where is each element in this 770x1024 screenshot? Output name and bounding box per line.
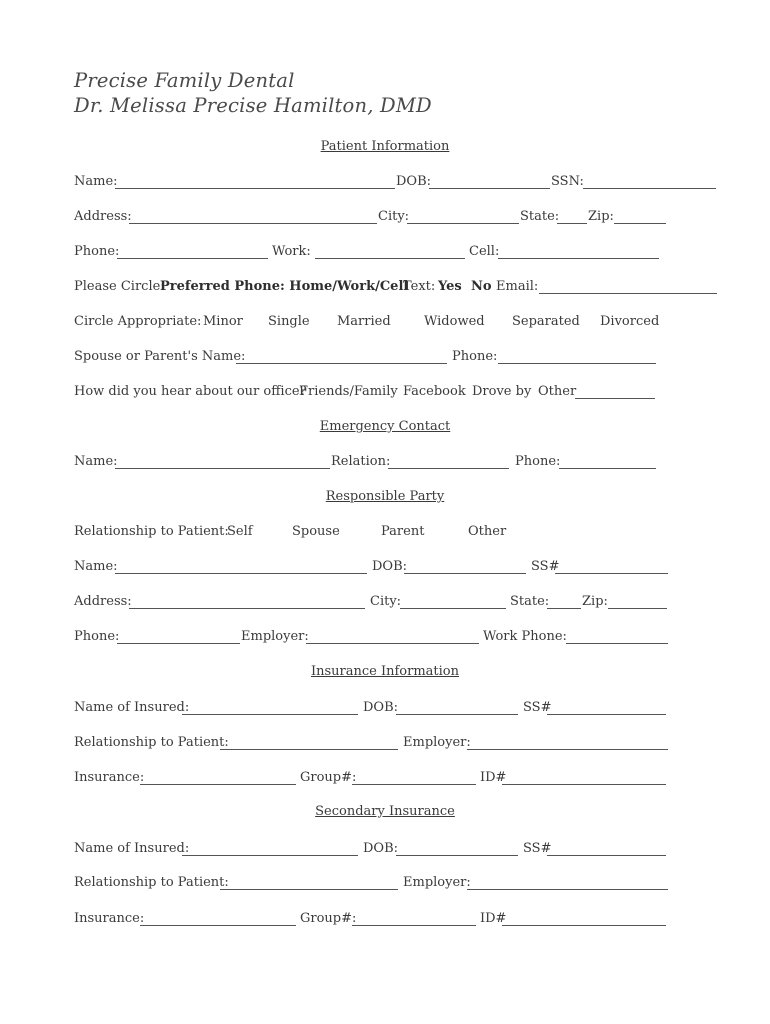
secondary-dob-label: DOB: [363,841,399,856]
row-emergency [0,452,770,472]
insured-employer-field[interactable] [467,749,668,750]
responsible-dob-field[interactable] [404,573,526,574]
email-field[interactable] [539,293,717,294]
circle-appropriate-label: Circle Appropriate: [74,314,202,329]
responsible-zip-label: Zip: [582,594,608,609]
referral-option-other[interactable]: Other [538,384,577,399]
row-insured-name [0,698,770,718]
row-referral [0,382,770,402]
secondary-group-field[interactable] [352,925,476,926]
responsible-address-field[interactable] [129,608,365,609]
section-heading-emergency: Emergency Contact [319,419,451,434]
responsible-work-phone-label: Work Phone: [483,629,567,644]
marital-option-single[interactable]: Single [268,314,310,329]
phone-label: Phone: [74,244,120,259]
marital-option-minor[interactable]: Minor [203,314,243,329]
responsible-ss-field[interactable] [555,573,668,574]
marital-option-widowed[interactable]: Widowed [424,314,485,329]
emergency-name-field[interactable] [115,468,330,469]
text-no-option[interactable]: No [471,279,492,294]
zip-field[interactable] [614,223,666,224]
email-label: Email: [496,279,539,294]
secondary-employer-label: Employer: [403,875,471,890]
insured-relationship-field[interactable] [220,749,398,750]
insured-ss-field[interactable] [547,714,666,715]
secondary-id-label: ID# [480,911,507,926]
row-preferences [0,277,770,297]
responsible-relationship-label: Relationship to Patient: [74,524,229,539]
state-field[interactable] [557,223,587,224]
insured-dob-label: DOB: [363,700,399,715]
dob-label: DOB: [396,174,432,189]
row-address [0,207,770,227]
preferred-phone-option[interactable]: Preferred Phone: Home/Work/Cell [160,279,409,294]
cell-field[interactable] [498,258,659,259]
work-label: Work: [272,244,311,259]
secondary-insured-name-label: Name of Insured: [74,841,190,856]
id-label: ID# [480,770,507,785]
row-spouse [0,347,770,367]
ssn-label: SSN: [551,174,584,189]
insurance-label: Insurance: [74,770,145,785]
insured-relationship-label: Relationship to Patient: [74,735,229,750]
responsible-city-field[interactable] [400,608,506,609]
spouse-phone-label: Phone: [452,349,498,364]
doctor-name: Dr. Melissa Precise Hamilton, DMD [74,94,432,117]
row-responsible-phone [0,627,770,647]
insured-employer-label: Employer: [403,735,471,750]
state-label: State: [520,209,560,224]
responsible-phone-label: Phone: [74,629,120,644]
secondary-ss-label: SS# [523,841,552,856]
responsible-ss-label: SS# [531,559,560,574]
section-heading-secondary: Secondary Insurance [315,804,455,819]
row-responsible-relationship [0,522,770,542]
id-field[interactable] [502,784,666,785]
relationship-option-self[interactable]: Self [227,524,253,539]
insured-dob-field[interactable] [396,714,518,715]
marital-option-divorced[interactable]: Divorced [600,314,660,329]
row-phones [0,242,770,262]
responsible-state-field[interactable] [547,608,581,609]
name-label: Name: [74,174,118,189]
group-label: Group#: [300,770,357,785]
cell-label: Cell: [469,244,500,259]
referral-option-facebook[interactable]: Facebook [403,384,466,399]
row-secondary-relationship [0,873,770,893]
referral-other-field[interactable] [575,398,655,399]
insurance-field[interactable] [140,784,296,785]
referral-option-drove-by[interactable]: Drove by [472,384,532,399]
phone-field[interactable] [117,258,268,259]
emergency-phone-field[interactable] [559,468,656,469]
emergency-relation-label: Relation: [331,454,391,469]
secondary-dob-field[interactable] [396,855,518,856]
row-secondary-carrier [0,909,770,929]
text-label: Text: [403,279,436,294]
secondary-relationship-field[interactable] [220,889,398,890]
relationship-option-parent[interactable]: Parent [381,524,425,539]
secondary-employer-field[interactable] [467,889,668,890]
relationship-option-spouse[interactable]: Spouse [292,524,340,539]
row-name-dob-ssn [0,172,770,192]
emergency-name-label: Name: [74,454,118,469]
secondary-id-field[interactable] [502,925,666,926]
insured-name-label: Name of Insured: [74,700,190,715]
relationship-option-other[interactable]: Other [468,524,507,539]
secondary-relationship-label: Relationship to Patient: [74,875,229,890]
section-heading-insurance: Insurance Information [310,664,459,679]
responsible-dob-label: DOB: [372,559,408,574]
ssn-field[interactable] [583,188,716,189]
dob-field[interactable] [429,188,550,189]
spouse-name-label: Spouse or Parent's Name: [74,349,246,364]
marital-option-married[interactable]: Married [337,314,391,329]
secondary-group-label: Group#: [300,911,357,926]
responsible-phone-field[interactable] [117,643,240,644]
secondary-insurance-label: Insurance: [74,911,145,926]
referral-question: How did you hear about our office? [74,384,307,399]
responsible-zip-field[interactable] [608,608,667,609]
emergency-phone-label: Phone: [515,454,561,469]
responsible-state-label: State: [510,594,550,609]
text-yes-option[interactable]: Yes [438,279,462,294]
secondary-insurance-field[interactable] [140,925,296,926]
row-marital-status [0,312,770,332]
work-phone-field[interactable] [315,258,465,259]
secondary-insured-name-field[interactable] [182,855,358,856]
zip-label: Zip: [588,209,614,224]
group-field[interactable] [352,784,476,785]
responsible-city-label: City: [370,594,402,609]
responsible-address-label: Address: [74,594,132,609]
marital-option-separated[interactable]: Separated [512,314,580,329]
referral-option-friends[interactable]: Friends/Family [299,384,398,399]
address-field[interactable] [129,223,377,224]
row-insurance-carrier [0,768,770,788]
spouse-name-field[interactable] [236,363,447,364]
emergency-relation-field[interactable] [388,468,509,469]
insured-name-field[interactable] [182,714,358,715]
spouse-phone-field[interactable] [498,363,656,364]
secondary-ss-field[interactable] [547,855,666,856]
section-heading-responsible: Responsible Party [325,489,445,504]
row-insured-relationship [0,733,770,753]
practice-name: Precise Family Dental [74,69,295,92]
circle-label: Please Circle: [74,279,165,294]
address-label: Address: [74,209,132,224]
section-heading-patient: Patient Information [320,139,450,154]
responsible-employer-field[interactable] [306,643,479,644]
form-header [74,68,432,118]
responsible-name-field[interactable] [115,573,367,574]
city-label: City: [378,209,410,224]
responsible-name-label: Name: [74,559,118,574]
responsible-work-phone-field[interactable] [566,643,668,644]
row-responsible-address [0,592,770,612]
row-responsible-name [0,557,770,577]
city-field[interactable] [407,223,519,224]
insured-ss-label: SS# [523,700,552,715]
responsible-employer-label: Employer: [241,629,309,644]
row-secondary-insured-name [0,839,770,859]
name-field[interactable] [115,188,395,189]
